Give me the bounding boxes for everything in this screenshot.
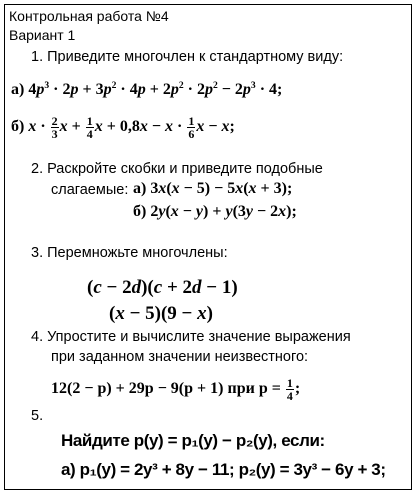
task1-b-label: б) — [11, 118, 25, 136]
task4-title-line1: 4. Упростите и вычислите значение выражения — [31, 329, 351, 345]
fraction-1-6: $\frac{1}{6}$ — [188, 114, 195, 141]
task4-title-line2: при заданном значении неизвестного: — [51, 349, 309, 365]
variant-label: Вариант 1 — [9, 27, 76, 43]
task3-expression-2: (x − 5)(9 − x) — [109, 303, 213, 324]
task2-title-line1: 2. Раскройте скобки и приведите подобные — [31, 161, 323, 177]
task1-title: 1. Приведите многочлен к стандартному виду: — [31, 49, 344, 65]
task4-expression: 12(2 − p) + 29p − 9(p + 1) при p = $\frac{1}{4}$ ; — [51, 376, 301, 403]
fraction-2-3: $\frac{2}{3}$ — [51, 114, 58, 141]
task2-a-expression: а) 3x(x − 5) − 5x(x + 3); — [133, 180, 293, 197]
task2-a-label: а) — [133, 180, 147, 197]
fraction-p-value: $\frac{1}{4}$ — [286, 376, 293, 403]
task2-title-line2: слагаемые: — [51, 182, 129, 198]
task2-b-label: б) — [133, 203, 147, 220]
task3-title: 3. Перемножьте многочлены: — [31, 245, 228, 261]
task1-a-label: а) — [11, 81, 25, 98]
task2-b-expression: б) 2y(x − y) + y(3y − 2x); — [133, 203, 297, 220]
task5-number: 5. — [31, 408, 44, 424]
task1-a-expression: а) $4p^3 \cdot 2p + 3p^2 \cdot 4p + 2p^2 \cdot 2p^2 - 2p^3 \cdot 4$; — [11, 79, 283, 98]
fraction-1-4: $\frac{1}{4}$ — [86, 114, 93, 141]
task5-prompt: Найдите p(y) = p₁(y) − p₂(y), если: — [61, 431, 325, 450]
task1-b-expression: б) x · $\frac{2}{3}$ x + $\frac{1}{4}$ x + 0,8x − x · $\frac{1}{6}$ x − x; — [11, 114, 235, 141]
task5-given: а) p₁(y) = 2y³ + 8y − 11; p₂(y) = 3y³ − 6y + 3; — [61, 460, 386, 479]
task3-expression-1: (c − 2d)(c + 2d − 1) — [87, 277, 238, 298]
worksheet-page — [4, 4, 412, 490]
task4-expression-text: 12(2 − p) + 29p − 9(p + 1) при p = — [51, 380, 281, 398]
worksheet-title: Контрольная работа №4 — [9, 8, 169, 24]
